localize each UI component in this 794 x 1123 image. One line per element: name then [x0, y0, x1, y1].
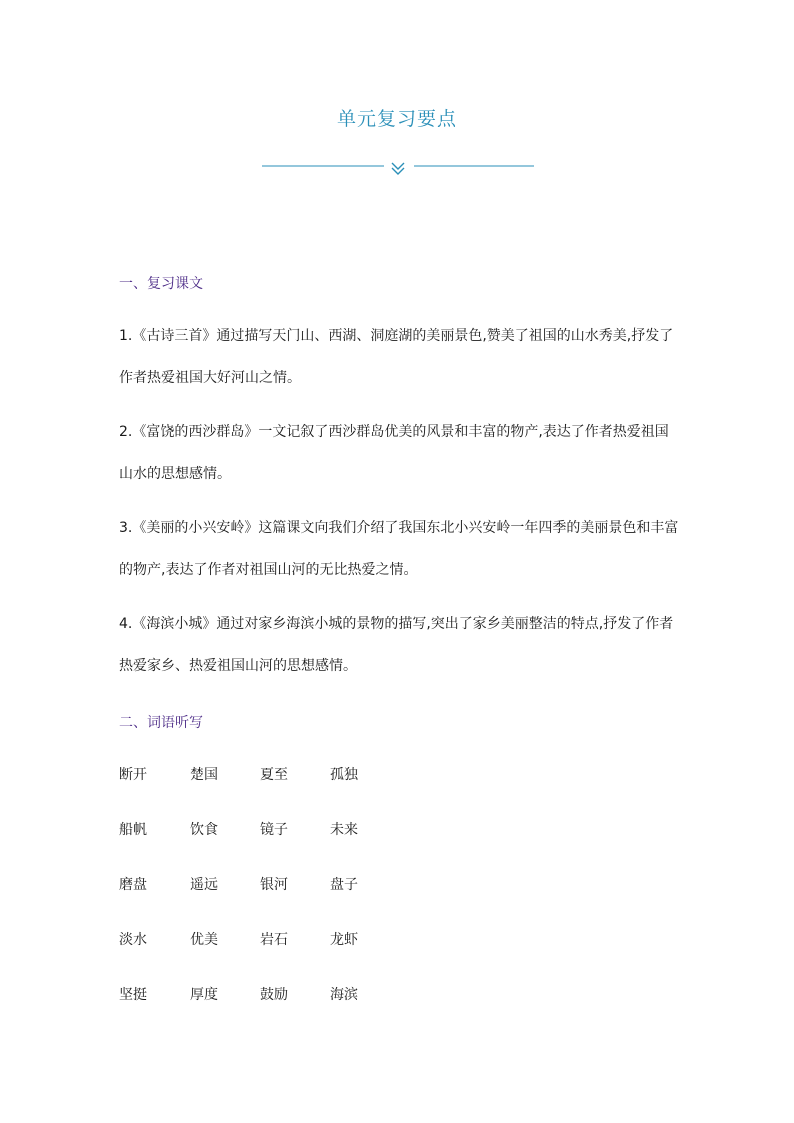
- vocab-word: 岩石: [260, 932, 288, 948]
- vocab-word: 磨盘: [119, 877, 147, 893]
- vocab-row: [119, 819, 419, 843]
- vocab-word: 饮食: [190, 822, 218, 838]
- vocab-row: [119, 874, 419, 898]
- vocab-word: 龙虾: [330, 932, 358, 948]
- title-divider: [262, 156, 534, 180]
- review-item-2: 2.《富饶的西沙群岛》一文记叙了西沙群岛优美的风景和丰富的物产,表达了作者热爱祖国山水的思想感情。: [119, 424, 669, 482]
- vocab-word: 银河: [260, 877, 288, 893]
- review-item-4: 4.《海滨小城》通过对家乡海滨小城的景物的描写,突出了家乡美丽整洁的特点,抒发了作者热爱家乡、热爱祖国山河的思想感情。: [119, 616, 674, 674]
- page-title: 单元复习要点: [336, 108, 457, 130]
- vocab-word: 淡水: [119, 932, 147, 948]
- vocab-word: 楚国: [190, 767, 218, 783]
- vocab-word: 断开: [119, 767, 147, 783]
- vocab-word: 未来: [330, 822, 358, 838]
- vocab-word: 镜子: [260, 822, 288, 838]
- vocab-word: 鼓励: [260, 987, 288, 1003]
- vocab-word: 坚挺: [119, 987, 147, 1003]
- vocab-row: [119, 764, 419, 788]
- vocab-word: 孤独: [330, 767, 358, 783]
- vocab-word: 海滨: [330, 987, 358, 1003]
- vocab-word: 船帆: [119, 822, 147, 838]
- review-item-1: 1.《古诗三首》通过描写天门山、西湖、洞庭湖的美丽景色,赞美了祖国的山水秀美,抒发了作者热爱祖国大好河山之情。: [119, 328, 674, 386]
- section-heading-review: 一、复习课文: [119, 276, 203, 292]
- vocab-row: [119, 929, 419, 953]
- section-heading-dictation: 二、词语听写: [119, 715, 203, 731]
- vocab-row: [119, 984, 419, 1008]
- vocab-word: 厚度: [190, 987, 218, 1003]
- review-item-3: 3.《美丽的小兴安岭》这篇课文向我们介绍了我国东北小兴安岭一年四季的美丽景色和丰富的物产,表达了作者对祖国山河的无比热爱之情。: [119, 520, 679, 578]
- vocab-word: 盘子: [330, 877, 358, 893]
- vocab-word: 优美: [190, 932, 218, 948]
- vocab-word: 遥远: [190, 877, 218, 893]
- vocab-word: 夏至: [260, 767, 288, 783]
- double-chevron-down-icon: [392, 163, 404, 174]
